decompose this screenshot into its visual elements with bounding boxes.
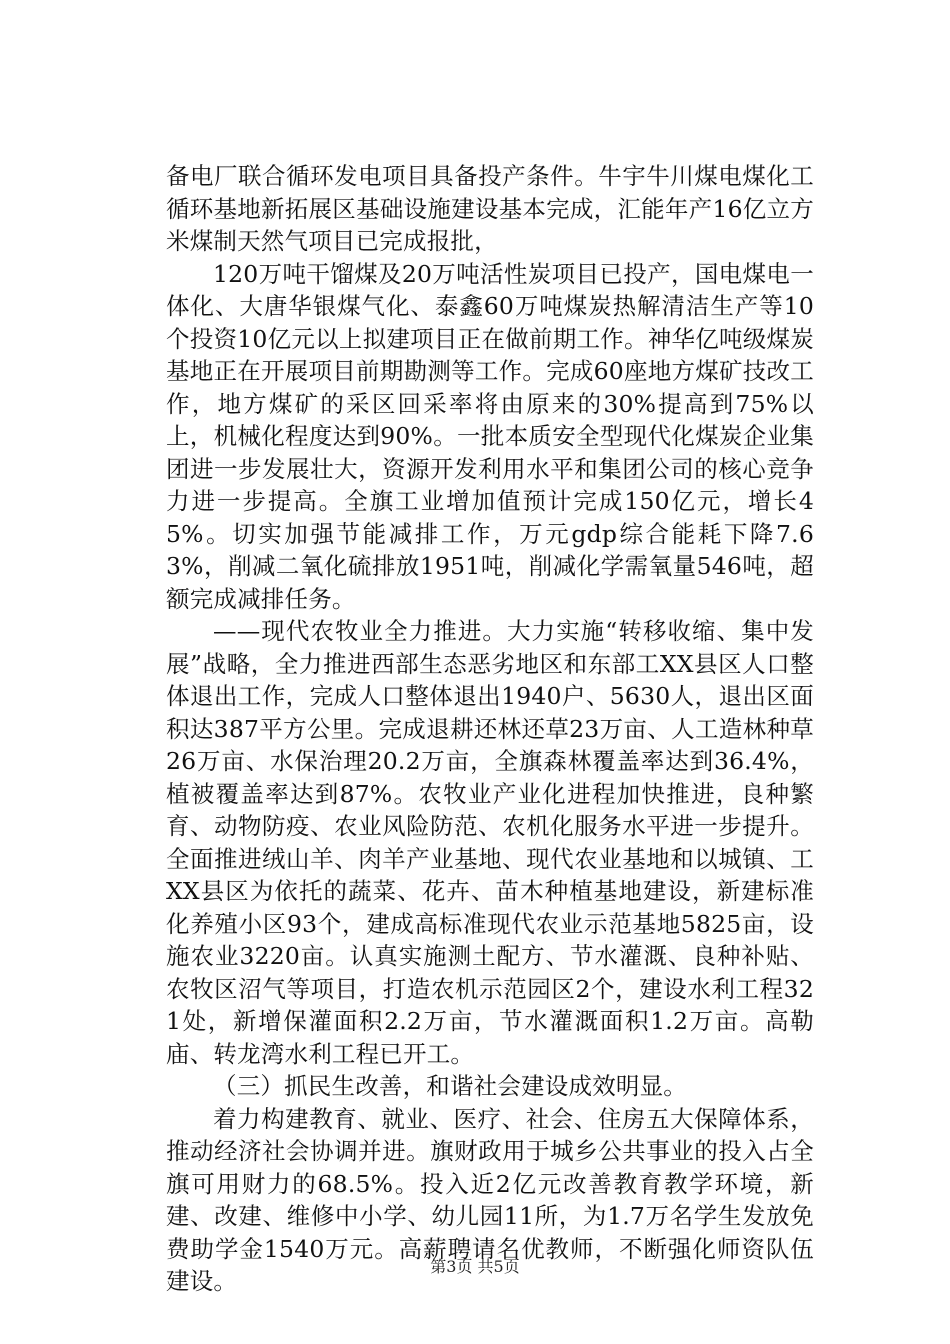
section-heading: （三）抓民生改善，和谐社会建设成效明显。	[213, 1072, 687, 1100]
paragraph-2: 120万吨干馏煤及20万吨活性炭项目已投产，国电煤电一体化、大唐华银煤气化、泰鑫60万吨煤炭热解清洁生产等10个投资10亿元以上拟建项目正在做前期工作。神华亿吨级煤炭基地正在开展项目前期勘测等工作。完成60座地方煤矿技改工作，地方煤矿的采区回采率将由原来的30%提高到75%以上，机械化程度达到90%。一批本质安全型现代化煤炭企业集团进一步发展壮大，资源开发利用水平和集团公司的核心竞争力进一步提高。全旗工业增加值预计完成150亿元，增长45%。切实加强节能减排工作，万元gdp综合能耗下降7.63%，削减二氧化硫排放1951吨，削减化学需氧量546吨，超额完成减排任务。	[166, 259, 814, 613]
document-body	[166, 160, 814, 1298]
paragraph-3: ——现代农牧业全力推进。大力实施“转移收缩、集中发展”战略，全力推进西部生态恶劣地区和东部工XX县区人口整体退出工作，完成人口整体退出1940户、5630人，退出区面积达387平方公里。完成退耕还林还草23万亩、人工造林种草26万亩、水保治理20.2万亩，全旗森林覆盖率达到36.4%，植被覆盖率达到87%。农牧业产业化进程加快推进，良种繁育、动物防疫、农业风险防范、农机化服务水平进一步提升。全面推进绒山羊、肉羊产业基地、现代农业基地和以城镇、工XX县区为依托的蔬菜、花卉、苗木种植基地建设，新建标准化养殖小区93个，建成高标准现代农业示范基地5825亩，设施农业3220亩。认真实施测土配方、节水灌溉、良种补贴、农牧区沼气等项目，打造农机示范园区2个，建设水利工程321处，新增保灌面积2.2万亩，节水灌溉面积1.2万亩。高勒庙、转龙湾水利工程已开工。	[166, 617, 814, 1068]
paragraph-1: 备电厂联合循环发电项目具备投产条件。牛宇牛川煤电煤化工循环基地新拓展区基础设施建设基本完成，汇能年产16亿立方米煤制天然气项目已完成报批，	[166, 162, 814, 255]
paragraph-4: 着力构建教育、就业、医疗、社会、住房五大保障体系，推动经济社会协调并进。旗财政用于城乡公共事业的投入占全旗可用财力的68.5%。投入近2亿元改善教育教学环境，新建、改建、维修中小学、幼儿园11所，为1.7万名学生发放免费助学金1540万元。高薪聘请名优教师，不断强化师资队伍建设。	[166, 1104, 814, 1295]
page-footer: 第3页 共5页	[430, 1257, 520, 1276]
